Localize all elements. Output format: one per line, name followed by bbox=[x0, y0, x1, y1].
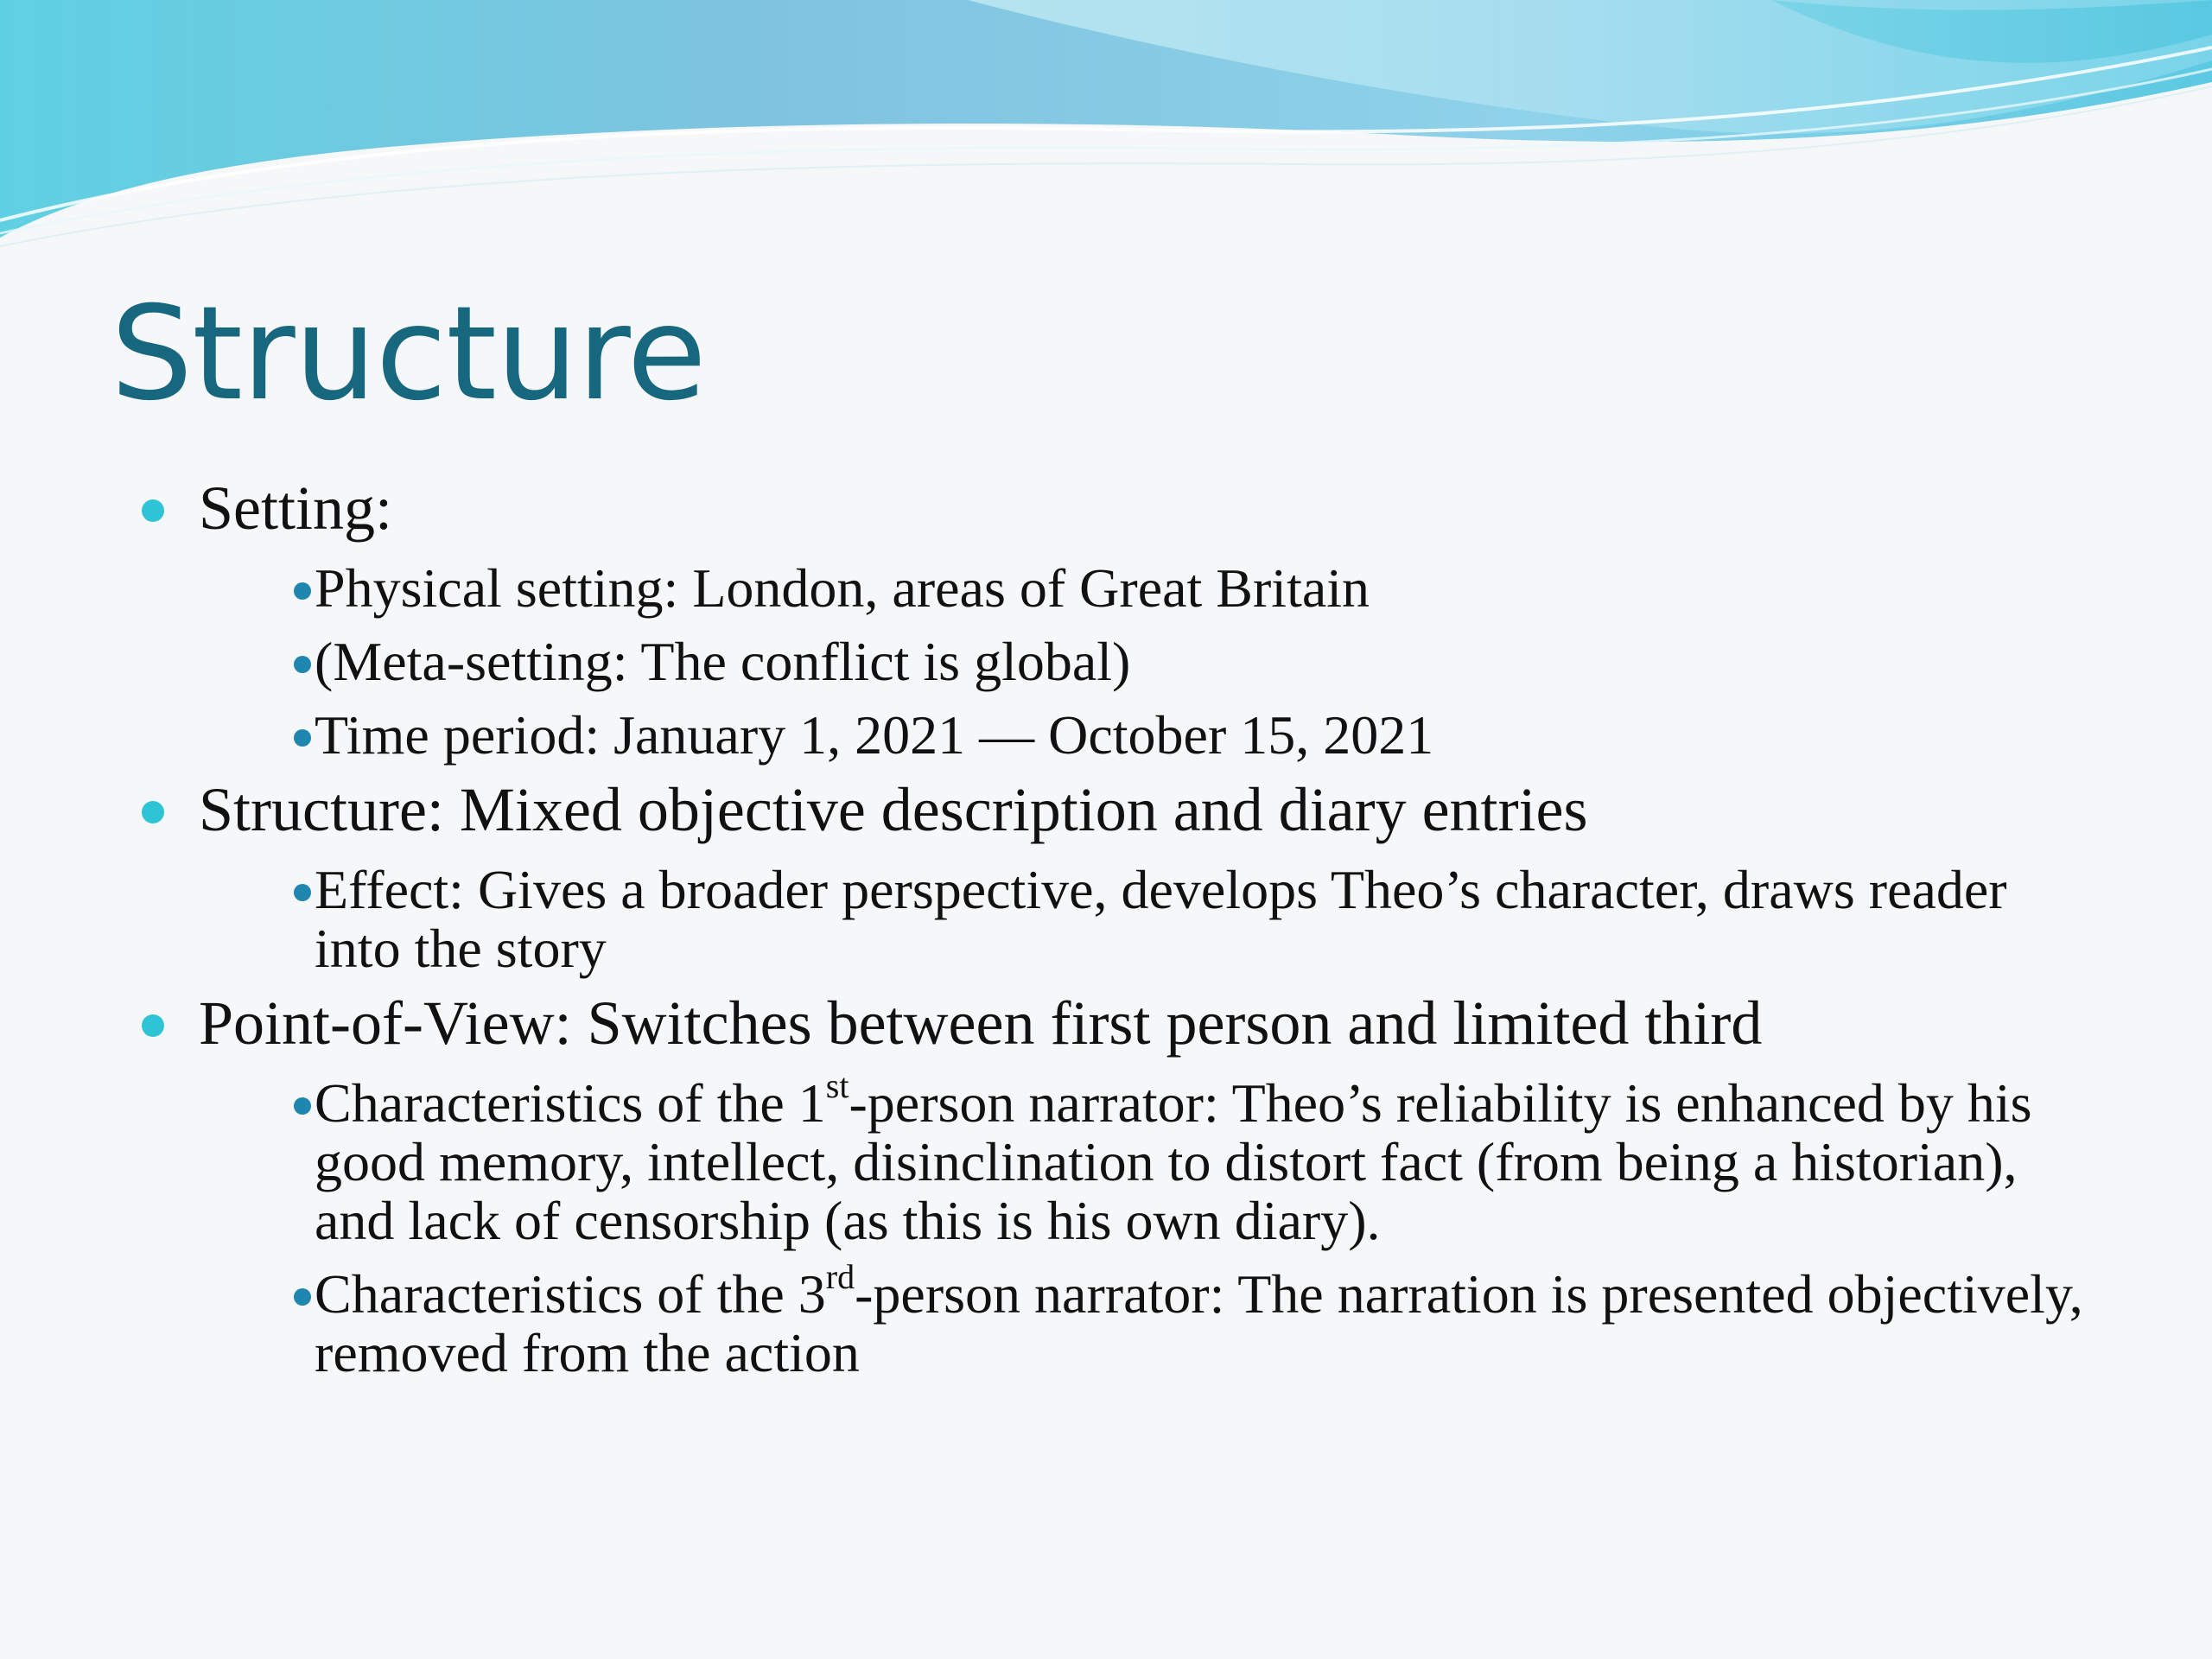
text-prefix: Characteristics of the 1 bbox=[315, 1072, 826, 1134]
ordinal-superscript: st bbox=[825, 1066, 849, 1105]
sub-bullet-third-person bbox=[199, 1257, 2091, 1383]
decorative-wave-banner bbox=[0, 0, 2212, 259]
bullet-text: Structure: Mixed objective description and diary entries bbox=[199, 775, 1588, 844]
bullet-text: Point-of-View: Switches between first person and limited third bbox=[199, 988, 1763, 1058]
sub-bullet-text: Time period: January 1, 2021 — October 15, 2021 bbox=[315, 704, 1434, 766]
bullet-dot-icon bbox=[142, 801, 164, 823]
sub-bullet-effect bbox=[199, 861, 2091, 978]
bullet-dot-icon bbox=[294, 582, 311, 600]
sub-bullet-text: Physical setting: London, areas of Great Britain bbox=[315, 557, 1370, 619]
sub-bullet-time-period bbox=[199, 706, 2091, 765]
bullet-dot-icon bbox=[294, 1097, 311, 1115]
sub-bullet-text: Effect: Gives a broader perspective, develops Theo’s character, draws reader into the story bbox=[315, 859, 2007, 979]
bullet-dot-icon bbox=[294, 1288, 311, 1306]
bullet-dot-icon bbox=[294, 656, 311, 673]
sub-bullet-text bbox=[315, 1257, 2091, 1383]
slide-body bbox=[138, 463, 2091, 1382]
ordinal-superscript: rd bbox=[825, 1257, 855, 1296]
sub-bullet-list bbox=[199, 1066, 2091, 1383]
bullet-text: Setting: bbox=[199, 474, 393, 543]
sub-bullet-physical-setting bbox=[199, 559, 2091, 618]
sub-bullet-text bbox=[315, 1066, 2091, 1251]
bullet-dot-icon bbox=[142, 1014, 164, 1037]
slide-title: Structure bbox=[111, 279, 706, 429]
bullet-list bbox=[138, 472, 2091, 1382]
bullet-dot-icon bbox=[142, 499, 164, 522]
sub-bullet-first-person bbox=[199, 1066, 2091, 1251]
text-suffix: -person narrator: The narration is presented objectively, removed from the action bbox=[315, 1263, 2083, 1383]
bullet-point-of-view bbox=[138, 987, 2091, 1382]
sub-bullet-list bbox=[199, 861, 2091, 978]
text-prefix: Characteristics of the 3 bbox=[315, 1263, 826, 1325]
bullet-setting bbox=[138, 472, 2091, 765]
bullet-structure bbox=[138, 773, 2091, 978]
sub-bullet-list bbox=[199, 559, 2091, 765]
bullet-dot-icon bbox=[294, 729, 311, 747]
bullet-dot-icon bbox=[294, 884, 311, 901]
sub-bullet-text: (Meta-setting: The conflict is global) bbox=[315, 631, 1131, 692]
text-suffix: -person narrator: Theo’s reliability is enhanced by his good memory, intellect, disinclination to distort fact (from being a historian), and lack of censorship (as this is his own diary). bbox=[315, 1072, 2032, 1251]
sub-bullet-meta-setting bbox=[199, 632, 2091, 691]
